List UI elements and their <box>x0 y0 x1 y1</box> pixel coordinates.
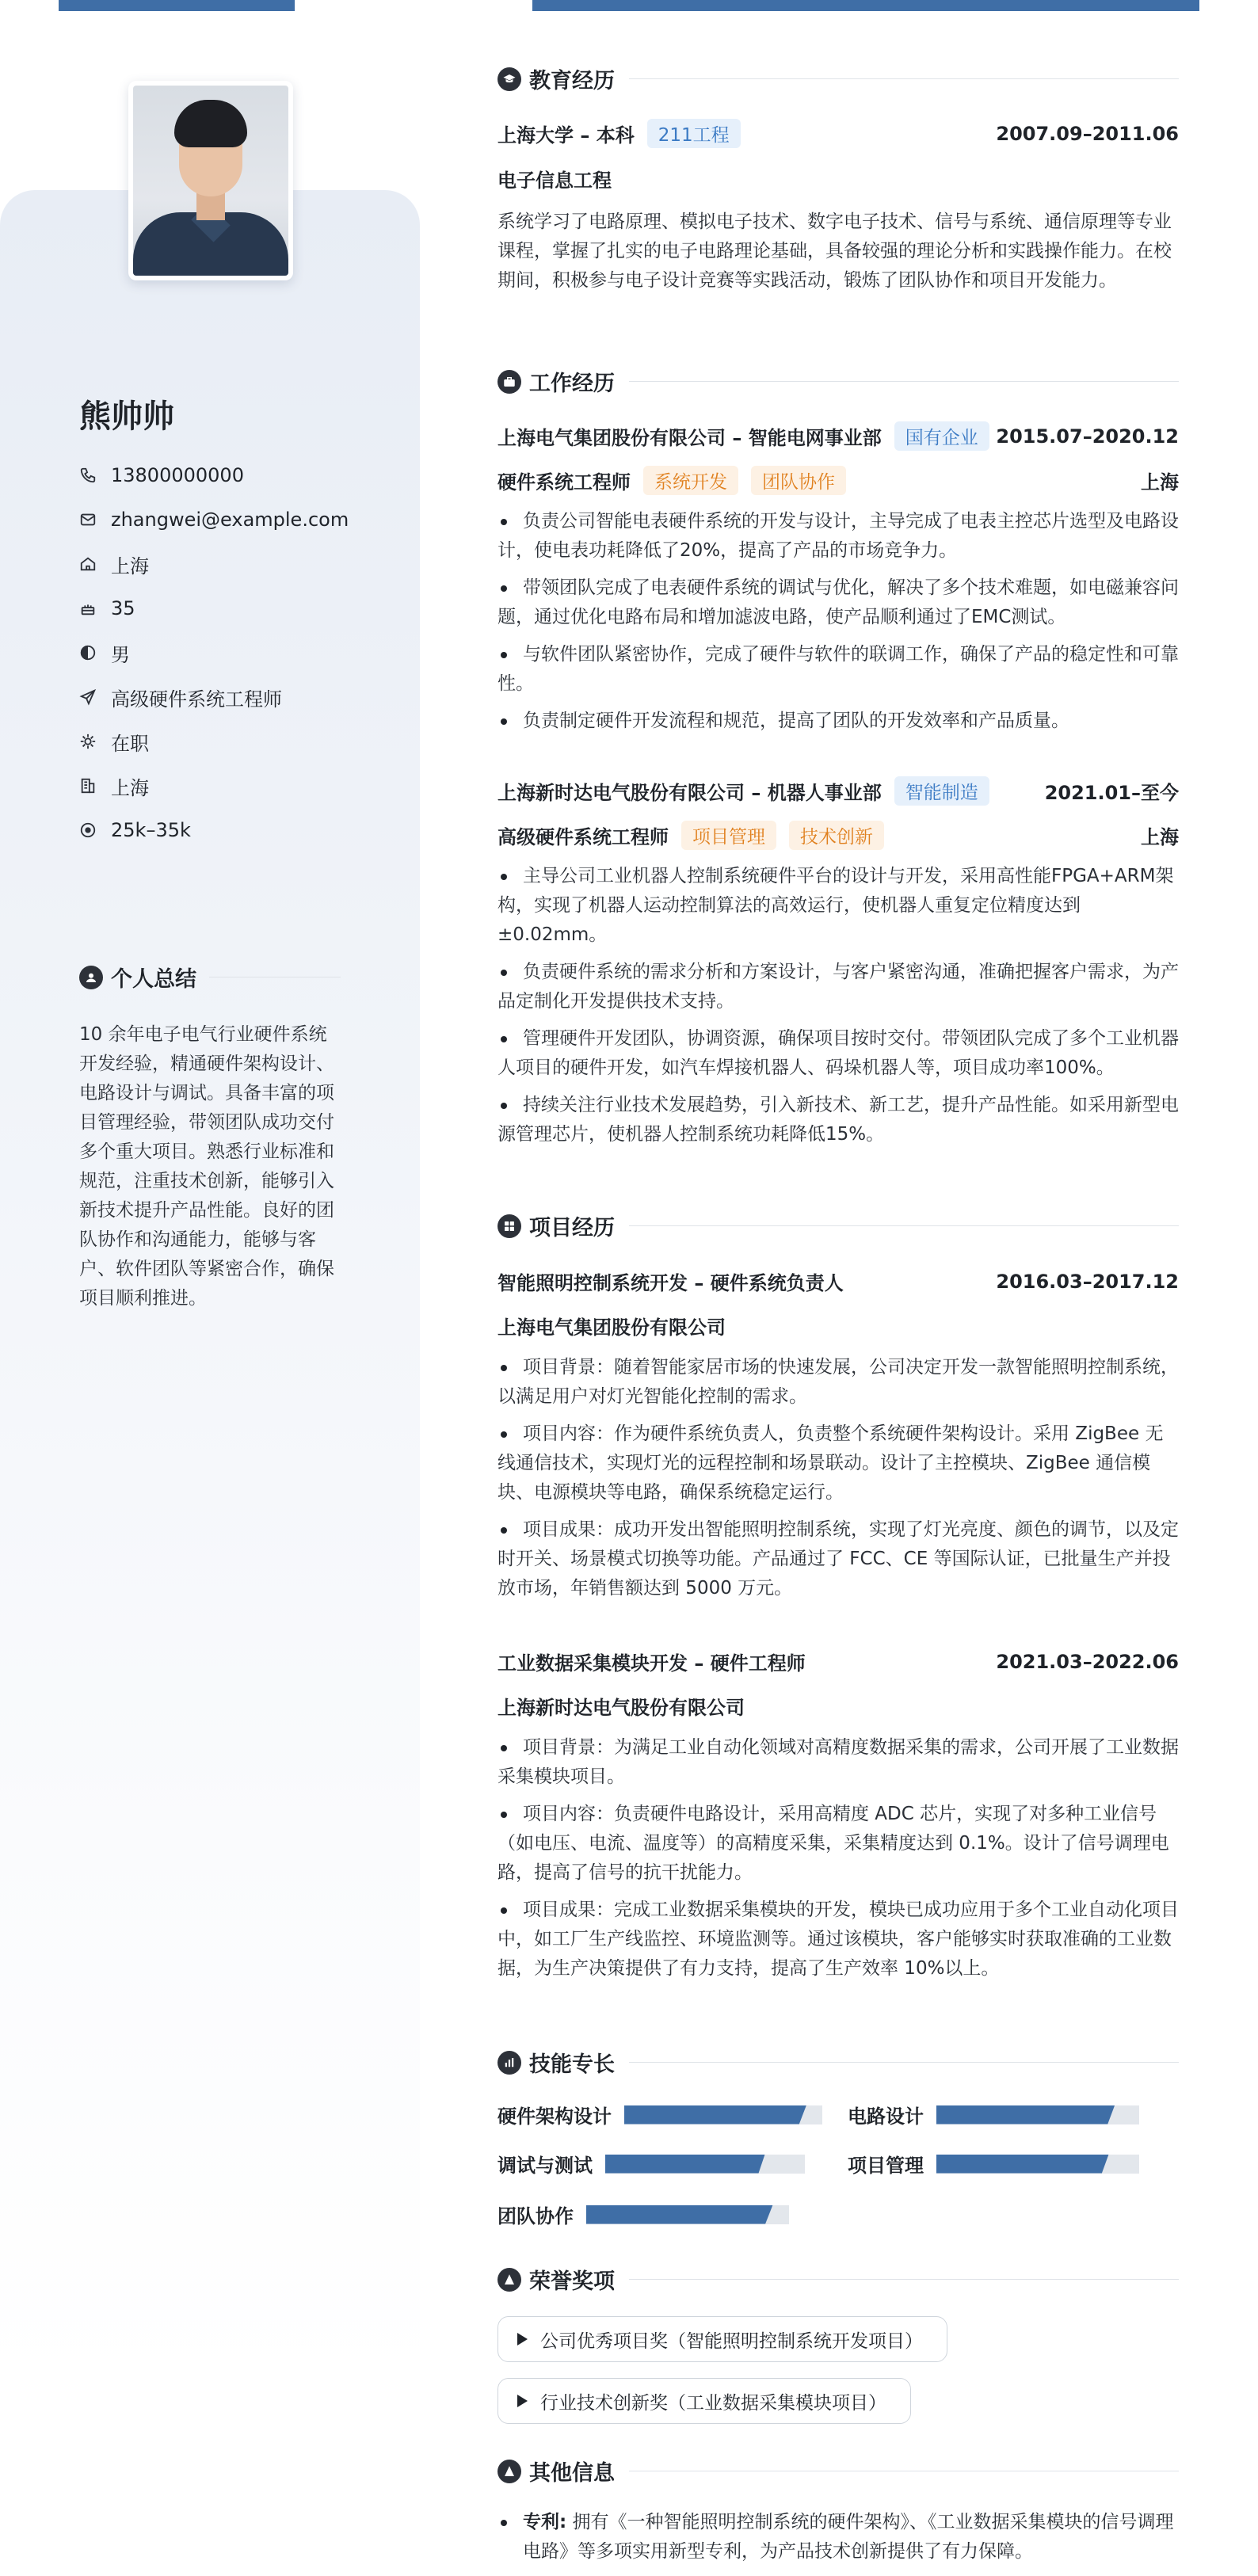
job-1-skill-tag: 团队协作 <box>751 466 846 495</box>
education-major-row <box>497 165 1179 192</box>
list-item: 项目成果：完成工业数据采集模块的开发，模块已成功应用于多个工业自动化项目中，如工厂生产线监控、环境监测等。通过该模块，客户能够实时获取准确的工业数据，为生产决策提供了有力支持，提高了生产效率 10%以上。 <box>497 1896 1179 1983</box>
top-accent-bar-right <box>532 0 1199 11</box>
job-1-role-row <box>497 466 1179 495</box>
info-item-position <box>79 675 349 719</box>
user-icon <box>79 966 103 989</box>
grid-icon <box>497 1214 521 1238</box>
other-title: 其他信息 <box>529 2461 615 2486</box>
candidate-name: 熊帅帅 <box>79 398 174 435</box>
education-heading <box>497 63 1179 94</box>
job-2-tag: 智能制造 <box>894 776 989 806</box>
honor-text: 行业技术创新奖（工业数据采集模块项目） <box>540 2392 886 2414</box>
cake-icon <box>79 600 97 617</box>
skill-bar-fill <box>936 2105 1115 2124</box>
skill-label: 项目管理 <box>848 2155 924 2177</box>
job-2-role-row <box>497 821 1179 850</box>
summary-heading <box>79 962 341 993</box>
education-tag: 211工程 <box>647 119 741 148</box>
other-item-patent <box>497 2508 1179 2566</box>
honor-item[interactable] <box>497 2378 911 2424</box>
salary-icon <box>79 821 97 839</box>
play-icon <box>517 2333 528 2345</box>
project-1-name: 智能照明控制系统开发 – 硬件系统负责人 <box>497 1272 844 1294</box>
info-item-city <box>79 764 349 808</box>
job-2-bullets <box>497 862 1179 1157</box>
skill-bar-track <box>586 2205 789 2224</box>
list-item: 与软件团队紧密协作，完成了硬件与软件的联调工作，确保了产品的稳定性和可靠性。 <box>497 640 1179 699</box>
list-item: 带领团队完成了电表硬件系统的调试与优化，解决了多个技术难题，如电磁兼容问题，通过优化电路布局和增加滤波电路，使产品顺利通过了EMC测试。 <box>497 574 1179 632</box>
skill-bar-fill <box>586 2205 773 2224</box>
education-title: 教育经历 <box>529 69 615 93</box>
home-icon <box>79 555 97 573</box>
project-2-bullets <box>497 1733 1179 1991</box>
education-row <box>497 119 1179 148</box>
job-1-date: 2015.07–2020.12 <box>996 425 1179 448</box>
skill-item <box>848 2150 1139 2178</box>
skill-label: 调试与测试 <box>497 2155 593 2177</box>
projects-title: 项目经历 <box>529 1216 615 1240</box>
summary-title: 个人总结 <box>111 967 196 992</box>
job-1-company: 上海电气集团股份有限公司 – 智能电网事业部 <box>497 427 882 449</box>
project-1-org-row <box>497 1312 1179 1339</box>
summary-text: 10 余年电子电气行业硬件系统开发经验，精通硬件架构设计、电路设计与调试。具备丰富的项目管理经验，带领团队成功交付多个重大项目。熟悉行业标准和规范，注重技术创新，能够引入新技术提升产品性能。良好的团队协作和沟通能力，能够与客户、软件团队等紧密合作，确保项目顺利推进。 <box>79 1024 334 1309</box>
skills-title: 技能专长 <box>529 2052 615 2077</box>
skill-bar-track <box>624 2105 822 2124</box>
info-item-phone <box>79 453 349 497</box>
info-item-home <box>79 542 349 586</box>
play-icon <box>517 2395 528 2407</box>
skill-bar-track <box>936 2155 1139 2174</box>
skills-divider <box>629 2062 1179 2063</box>
project-1-header <box>497 1267 1179 1295</box>
graduation-cap-icon <box>497 67 521 91</box>
skill-label: 电路设计 <box>848 2105 924 2128</box>
info-item-gender <box>79 631 349 675</box>
list-item: 主导公司工业机器人控制系统硬件平台的设计与开发，采用高性能FPGA+ARM架构，实现了机器人运动控制算法的高效运行，使机器人重复定位精度达到±0.02mm。 <box>497 862 1179 950</box>
chart-icon <box>497 2051 521 2075</box>
list-item: 项目背景：随着智能家居市场的快速发展，公司决定开发一款智能照明控制系统，以满足用户对灯光智能化控制的需求。 <box>497 1353 1179 1412</box>
info-salary-text: 25k–35k <box>111 819 191 841</box>
work-title: 工作经历 <box>529 372 615 396</box>
job-2-skill-tag: 项目管理 <box>681 821 776 850</box>
skill-bar-track <box>605 2155 805 2174</box>
skill-bar-fill <box>624 2105 806 2124</box>
skill-item <box>497 2101 822 2128</box>
job-1-skill-tag: 系统开发 <box>643 466 738 495</box>
info-age-text: 35 <box>111 597 135 619</box>
project-1-date: 2016.03–2017.12 <box>996 1270 1179 1293</box>
info-item-age <box>79 586 349 631</box>
list-item: 项目背景：为满足工业自动化领域对高精度数据采集的需求，公司开展了工业数据采集模块项目。 <box>497 1733 1179 1792</box>
gender-icon <box>79 644 97 661</box>
other-key: 专利: <box>523 2512 567 2532</box>
job-1-header <box>497 421 1179 451</box>
work-divider <box>629 381 1179 382</box>
info-position-text: 高级硬件系统工程师 <box>111 688 282 711</box>
list-item: 持续关注行业技术发展趋势，引入新技术、新工艺，提升产品性能。如采用新型电源管理芯片，使机器人控制系统功耗降低15%。 <box>497 1091 1179 1149</box>
list-item: 管理硬件开发团队，协调资源，确保项目按时交付。带领团队完成了多个工业机器人项目的硬件开发，如汽车焊接机器人、码垛机器人等，项目成功率100%。 <box>497 1024 1179 1083</box>
list-item: 项目内容：负责硬件电路设计，采用高精度 ADC 芯片，实现了对多种工业信号（如电压、电流、温度等）的高精度采集，采集精度达到 0.1%。设计了信号调理电路，提高了信号的抗干扰能力。 <box>497 1800 1179 1888</box>
job-2-company: 上海新时达电气股份有限公司 – 机器人事业部 <box>497 782 882 804</box>
info-email-text: zhangwei@example.com <box>111 509 349 531</box>
project-2-date: 2021.03–2022.06 <box>996 1650 1179 1673</box>
honors-divider <box>629 2279 1179 2280</box>
info-item-status <box>79 719 349 764</box>
info-home-text: 上海 <box>111 554 149 577</box>
send-icon <box>79 688 97 706</box>
list-item: 负责制定硬件开发流程和规范，提高了团队的开发效率和产品质量。 <box>497 707 1179 736</box>
work-heading <box>497 366 1179 397</box>
skill-bar-fill <box>605 2155 765 2174</box>
job-2-header <box>497 776 1179 806</box>
mail-icon <box>79 511 97 528</box>
award-icon <box>497 2268 521 2292</box>
info-city-text: 上海 <box>111 776 149 799</box>
project-2-org: 上海新时达电气股份有限公司 <box>497 1697 745 1719</box>
skill-bar-fill <box>936 2155 1109 2174</box>
skill-item <box>848 2101 1139 2128</box>
skill-label: 硬件架构设计 <box>497 2105 612 2128</box>
avatar-hair <box>174 100 247 147</box>
info-item-salary <box>79 808 349 852</box>
education-divider <box>629 78 1179 79</box>
honor-item[interactable] <box>497 2316 947 2362</box>
skill-item <box>497 2150 805 2178</box>
top-accent-bar-left <box>59 0 295 11</box>
avatar <box>133 86 288 276</box>
job-2-role: 高级硬件系统工程师 <box>497 826 669 848</box>
job-2-date: 2021.01–至今 <box>1044 782 1179 804</box>
projects-heading <box>497 1210 1179 1241</box>
phone-icon <box>79 467 97 484</box>
education-school: 上海大学 – 本科 <box>497 124 635 147</box>
info-phone-text: 13800000000 <box>111 464 244 486</box>
status-icon <box>79 733 97 750</box>
job-1-tag: 国有企业 <box>894 421 989 451</box>
project-1-bullets <box>497 1353 1179 1611</box>
honors-heading <box>497 2264 1179 2295</box>
list-item: 项目成果：成功开发出智能照明控制系统，实现了灯光亮度、颜色的调节，以及定时开关、场景模式切换等功能。产品通过了 FCC、CE 等国际认证，已批量生产并投放市场，年销售额达到 5000 万元。 <box>497 1515 1179 1603</box>
project-2-name: 工业数据采集模块开发 – 硬件工程师 <box>497 1652 806 1675</box>
info-gender-text: 男 <box>111 643 130 666</box>
job-1-role: 硬件系统工程师 <box>497 471 631 493</box>
briefcase-icon <box>497 370 521 394</box>
skill-label: 团队协作 <box>497 2205 574 2227</box>
skill-item <box>497 2201 789 2228</box>
info-status-text: 在职 <box>111 732 149 755</box>
skills-heading <box>497 2047 1179 2078</box>
job-1-bullets <box>497 507 1179 744</box>
list-item: 负责硬件系统的需求分析和方案设计，与客户紧密沟通，准确把握客户需求，为产品定制化开发提供技术支持。 <box>497 958 1179 1016</box>
job-2-skill-tag: 技术创新 <box>789 821 884 850</box>
honors-title: 荣誉奖项 <box>529 2269 615 2294</box>
honor-text: 公司优秀项目奖（智能照明控制系统开发项目） <box>540 2330 923 2352</box>
building-icon <box>79 777 97 795</box>
other-text: 拥有《一种智能照明控制系统的硬件架构》、《工业数据采集模块的信号调理电路》等多项实用新型专利，为产品技术创新提供了有力保障。 <box>523 2512 1174 2562</box>
education-date: 2007.09–2011.06 <box>996 122 1179 145</box>
job-2-city: 上海 <box>1141 826 1179 848</box>
job-1-city: 上海 <box>1141 471 1179 493</box>
education-description: 系统学习了电路原理、模拟电子技术、数字电子技术、信号与系统、通信原理等专业课程，掌握了扎实的电子电路理论基础，具备较强的理论分析和实践操作能力。在校期间，积极参与电子设计竞赛等实践活动，锻炼了团队协作和项目开发能力。 <box>497 211 1172 291</box>
info-icon <box>497 2460 521 2483</box>
info-item-email <box>79 497 349 542</box>
project-2-header <box>497 1648 1179 1675</box>
list-item: 负责公司智能电表硬件系统的开发与设计，主导完成了电表主控芯片选型及电路设计，使电表功耗降低了20%，提高了产品的市场竞争力。 <box>497 507 1179 566</box>
skill-bar-track <box>936 2105 1139 2124</box>
other-heading <box>497 2456 1179 2486</box>
project-2-org-row <box>497 1692 1179 1720</box>
education-major: 电子信息工程 <box>497 170 612 192</box>
projects-divider <box>629 1225 1179 1226</box>
profile-photo-frame <box>128 81 293 280</box>
project-1-org: 上海电气集团股份有限公司 <box>497 1317 726 1339</box>
list-item: 项目内容：作为硬件系统负责人，负责整个系统硬件架构设计。采用 ZigBee 无线通信技术，实现灯光的远程控制和场景联动。设计了主控模块、ZigBee 通信模块、电源模块等电路，确保系统稳定运行。 <box>497 1419 1179 1507</box>
personal-info-list <box>79 453 349 852</box>
